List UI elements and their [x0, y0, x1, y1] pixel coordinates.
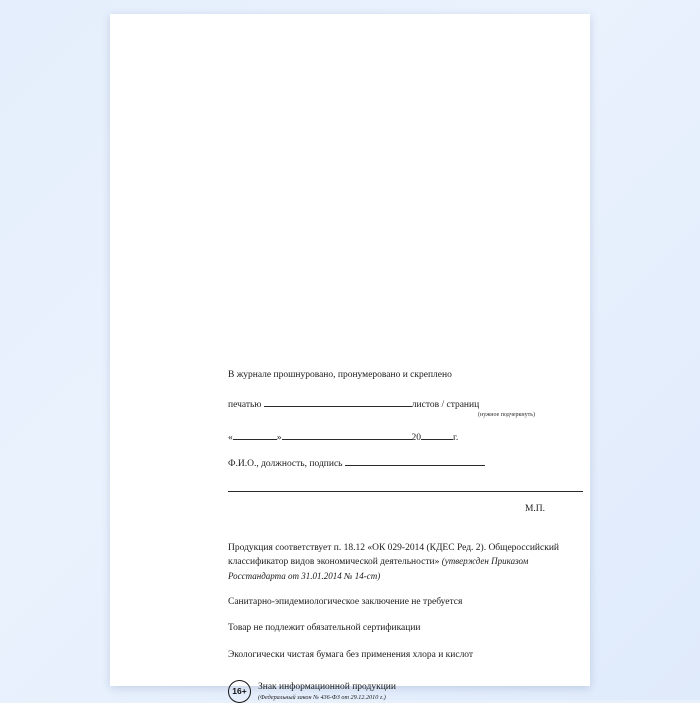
year-fill-line[interactable] [421, 430, 453, 440]
age-rating-text [258, 682, 396, 702]
signature-row [228, 456, 583, 471]
month-fill-line[interactable] [282, 430, 412, 440]
day-fill-line[interactable] [233, 430, 277, 440]
signature-label: Ф.И.О., должность, подпись [228, 458, 343, 469]
document-content [228, 369, 583, 703]
paragraph-okved-text: Продукция соответствует п. 18.12 «ОК 029-2014 (КДЕС Ред. 2). Общероссийский классификатор видов экономической деятельности» [228, 543, 560, 568]
year-prefix: 20 [411, 432, 421, 443]
age-rating-icon: 16+ [228, 680, 251, 703]
date-close-quote: » [276, 432, 282, 443]
mp-label: М.П. [524, 504, 545, 515]
paragraph-okved-note: (утвержден Приказом Росстандарта от 31.01.2014 № 14-ст) [228, 556, 529, 581]
paragraph-certification-text: Товар не подлежит обязательной сертификации [228, 623, 421, 634]
paragraph-eco-paper-text: Экологически чистая бумага без применения хлора и кислот [228, 649, 474, 660]
signature-row-second [228, 481, 583, 492]
sheets-label: листов / страниц [411, 399, 480, 410]
year-suffix: г. [453, 432, 459, 443]
age-rating-law: (Федеральный закон № 436-ФЗ от 29.12.2010 г.) [258, 693, 386, 701]
sheets-caption: (нужное подчеркнуть) [478, 411, 535, 418]
date-row [228, 430, 583, 445]
age-rating-footer [228, 680, 583, 703]
paragraph-sanitary-text: Санитарно-эпидемиологическое заключение не требуется [228, 597, 463, 608]
paragraph-sanitary [228, 596, 583, 609]
age-rating-title: Знак информационной продукции [258, 681, 396, 692]
signature-fill-line-2[interactable] [228, 481, 583, 492]
seal-label: печатью [228, 399, 262, 410]
paragraph-eco-paper [228, 649, 583, 662]
date-open-quote: « [228, 432, 233, 443]
signature-fill-line[interactable] [345, 456, 485, 466]
seal-row [228, 397, 583, 419]
intro-line: В журнале прошнуровано, пронумеровано и скреплено [228, 370, 452, 380]
seal-fill-line[interactable] [264, 397, 412, 407]
paragraph-certification [228, 622, 583, 635]
document-page [110, 14, 590, 701]
paragraph-okved [228, 542, 583, 584]
